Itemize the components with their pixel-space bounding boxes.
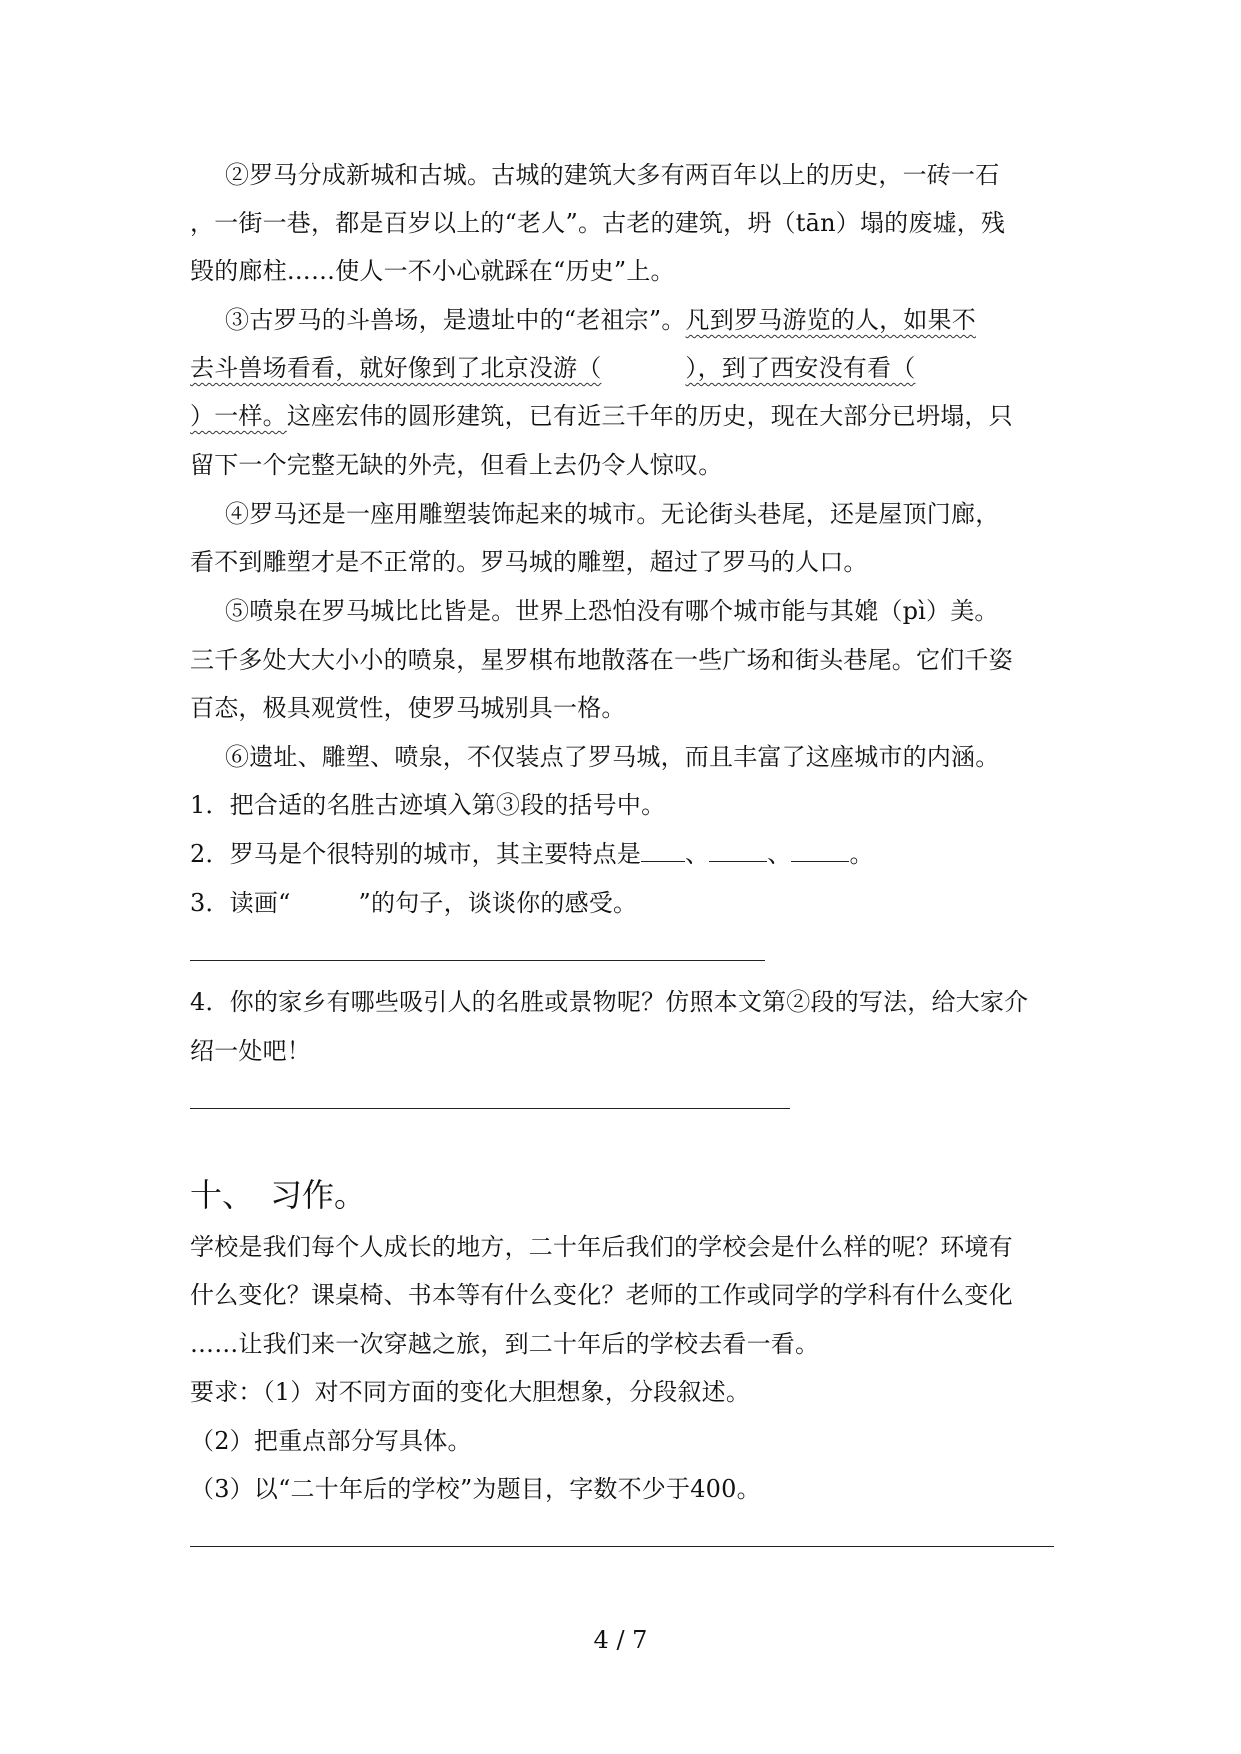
essay-requirement-2: （2）把重点部分写具体。 (190, 1427, 472, 1455)
essay-intro-line2: 什么变化？课桌椅、书本等有什么变化？老师的工作或同学的学科有什么变化 (190, 1281, 1013, 1309)
question-3-text-a: 3．读画“ (190, 889, 291, 917)
essay-intro-line3: ……让我们来一次穿越之旅，到二十年后的学校去看一看。 (190, 1330, 820, 1358)
wavy-line-sample (291, 888, 359, 918)
passage-p2-line1: ②罗马分成新城和古城。古城的建筑大多有两百年以上的历史，一砖一石 (225, 161, 1000, 189)
passage-p5-line3: 百态，极具观赏性，使罗马城别具一格。 (190, 694, 626, 722)
question-4-line2: 绍一处吧！ (190, 1037, 311, 1065)
answer-blank-feature-3[interactable] (791, 841, 849, 862)
wavy-text-b: ），到了西安没有看（ (685, 354, 916, 382)
wavy-underlined-sentence-part2 (190, 354, 995, 382)
separator: 、 (685, 840, 710, 868)
passage-p6-line1: ⑥遗址、雕塑、喷泉，不仅装点了罗马城，而且丰富了这座城市的内涵。 (225, 743, 1000, 771)
passage-p3-line1 (225, 305, 976, 335)
passage-p3-line2 (190, 353, 995, 383)
question-2-text: 2．罗马是个很特别的城市，其主要特点是 (190, 840, 642, 868)
separator: 、 (767, 840, 792, 868)
passage-p4-line1: ④罗马还是一座用雕塑装饰起来的城市。无论街头巷尾，还是屋顶门廊， (225, 500, 1000, 528)
fill-blank-beijing[interactable] (601, 353, 685, 383)
wavy-text-a: 去斗兽场看看，就好像到了北京没游（ (190, 354, 602, 382)
section-number: 十、 (190, 1176, 255, 1214)
page-number: 4 / 7 (593, 1626, 648, 1654)
answer-blank-feature-1[interactable] (641, 841, 685, 862)
section-heading (190, 1175, 366, 1215)
question-2 (190, 839, 874, 869)
passage-p3-line4: 留下一个完整无缺的外壳，但看上去仍令人惊叹。 (190, 451, 723, 479)
essay-intro-line1: 学校是我们每个人成长的地方，二十年后我们的学校会是什么样的呢？环境有 (190, 1233, 1013, 1261)
question-3-text-b: ”的句子，谈谈你的感受。 (358, 889, 638, 917)
essay-requirement-1: 要求：（1）对不同方面的变化大胆想象，分段叙述。 (190, 1378, 751, 1406)
passage-p3-line3 (190, 401, 1013, 431)
wavy-underlined-sentence-part1: 凡到罗马游览的人，如果不 (685, 306, 976, 334)
answer-line-q3[interactable] (190, 960, 765, 961)
passage-p5-line1: ⑤喷泉在罗马城比比皆是。世界上恐怕没有哪个城市能与其媲（pì）美。 (225, 597, 999, 625)
passage-p4-line2: 看不到雕塑才是不正常的。罗马城的雕塑，超过了罗马的人口。 (190, 548, 868, 576)
essay-answer-line[interactable] (190, 1546, 1054, 1547)
passage-p2-line2: ，一街一巷，都是百岁以上的“老人”。古老的建筑，坍（tān）塌的废墟，残 (190, 209, 1006, 237)
passage-p3-line1-text: ③古罗马的斗兽场，是遗址中的“老祖宗”。 (225, 306, 686, 334)
answer-line-q4[interactable] (190, 1108, 790, 1109)
passage-p5-line2: 三千多处大大小小的喷泉，星罗棋布地散落在一些广场和街头巷尾。它们千姿 (190, 646, 1013, 674)
fill-blank-xian[interactable] (915, 353, 995, 383)
answer-blank-feature-2[interactable] (709, 841, 767, 862)
question-3 (190, 888, 637, 918)
period: 。 (849, 840, 874, 868)
essay-requirement-3: （3）以“二十年后的学校”为题目，字数不少于400。 (190, 1475, 761, 1503)
question-4-line1: 4．你的家乡有哪些吸引人的名胜或景物呢？仿照本文第②段的写法，给大家介 (190, 988, 1029, 1016)
wavy-underlined-sentence-part3: ）一样。 (190, 402, 287, 430)
passage-p3-line3-text: 这座宏伟的圆形建筑，已有近三千年的历史，现在大部分已坍塌，只 (286, 402, 1013, 430)
passage-p2-line3: 毁的廊柱……使人一不小心就踩在“历史”上。 (190, 257, 675, 285)
question-1: 1．把合适的名胜古迹填入第③段的括号中。 (190, 791, 666, 819)
section-title: 习作。 (270, 1176, 367, 1214)
